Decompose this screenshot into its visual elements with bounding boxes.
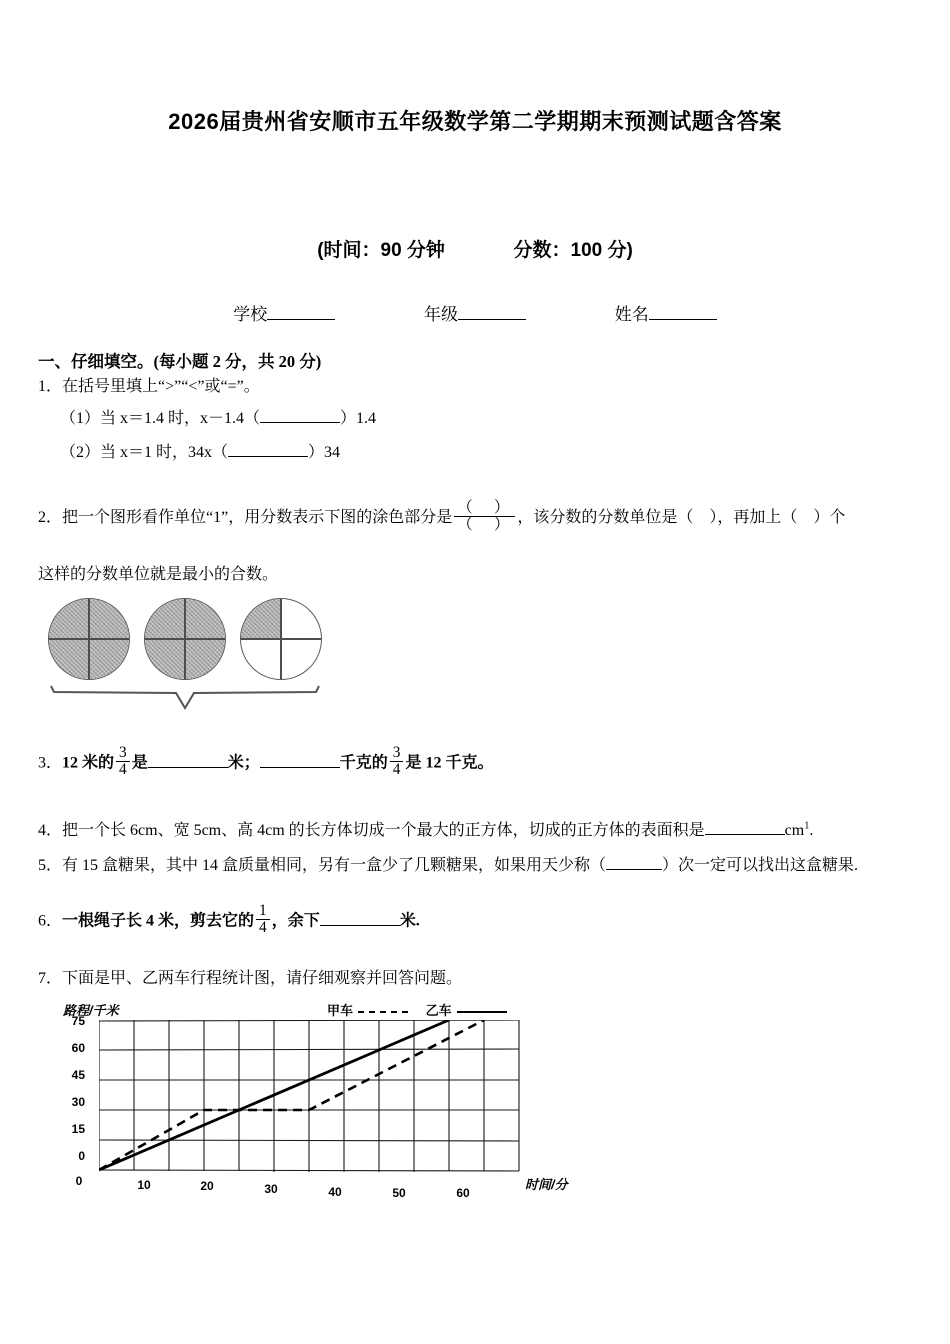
question-3-text-c: 米； (227, 754, 260, 772)
question-3-fraction-2-denominator: 4 (392, 761, 401, 779)
question-2-fraction-numerator[interactable]: （ ） (454, 500, 515, 517)
question-4-text-c: . (809, 822, 814, 839)
question-5 (38, 853, 858, 879)
question-7-number: 7． (38, 970, 63, 987)
question-2-answer-fraction[interactable] (454, 500, 515, 533)
y-tick-60: 60 (71, 1041, 85, 1055)
field-school-blank[interactable] (267, 305, 335, 320)
field-name (615, 300, 717, 325)
y-tick-45: 45 (71, 1068, 85, 1082)
exam-meta (0, 235, 950, 262)
circle-2-quadrant-tl (145, 599, 185, 639)
circle-1-quadrant-tl (49, 599, 89, 639)
three-circles-figure (48, 598, 323, 718)
circle-3-quadrant-tr (281, 599, 321, 639)
question-3-fraction-1-denominator: 4 (119, 761, 127, 779)
question-6-fraction-denominator: 4 (259, 919, 267, 937)
question-5-text-b: ）次一定可以找出这盒糖果. (662, 857, 859, 874)
chart-gridlines (99, 1020, 519, 1172)
question-1-number: 1． (38, 378, 63, 395)
question-1-part-1-blank[interactable] (260, 408, 340, 423)
legend-item-jia (327, 1000, 408, 1019)
circle-2-quadrant-bl (145, 639, 185, 679)
question-2-continuation: 这样的分数单位就是最小的合数。 (38, 566, 279, 583)
chart-legend (313, 1000, 507, 1019)
chart-x-axis-label: 时间/分 (525, 1177, 568, 1192)
question-4-text-a: 把一个长 6cm、宽 5cm、高 4cm 的长方体切成一个最大的正方体，切成的正方体的表面积是 (62, 822, 705, 839)
circle-2 (144, 598, 226, 680)
field-name-blank[interactable] (649, 305, 717, 320)
question-7 (38, 966, 462, 992)
circle-3 (240, 598, 322, 680)
y-tick-30: 30 (71, 1095, 85, 1109)
question-6-fraction (256, 903, 270, 936)
field-grade-blank[interactable] (458, 305, 526, 320)
question-2 (38, 500, 845, 533)
question-4-number: 4． (38, 822, 63, 839)
question-6 (38, 903, 420, 936)
circle-3-quadrant-bl (241, 639, 281, 679)
question-6-blank[interactable] (320, 911, 400, 926)
legend-label-yi: 乙车 (425, 1003, 452, 1018)
question-1 (38, 374, 260, 400)
question-4-unit-exponent: 1 (804, 820, 810, 832)
legend-swatch-dashed-icon (358, 1011, 408, 1013)
question-1-stem: 在括号里填上“>”“<”或“=”。 (62, 378, 260, 395)
x-tick-60: 60 (456, 1186, 470, 1200)
exam-score-label: 分数：100 分) (513, 240, 633, 261)
circle-2-quadrant-tr (185, 599, 225, 639)
question-1-part-2-prefix: （2）当 x＝1 时，34x（ (60, 444, 229, 461)
travel-line-chart (55, 998, 575, 1233)
brace-underline-icon (48, 684, 323, 714)
question-6-fraction-numerator: 1 (256, 903, 270, 920)
field-school (233, 300, 335, 325)
question-1-part-2 (38, 440, 340, 466)
question-1-part-1-prefix: （1）当 x＝1.4 时，x－1.4（ (60, 410, 261, 427)
y-tick-0: 0 (78, 1149, 85, 1163)
question-2-number: 2． (38, 509, 63, 527)
x-tick-10: 10 (137, 1178, 151, 1192)
page-title: 2026届贵州省安顺市五年级数学第二学期期末预测试题含答案 (168, 109, 782, 134)
question-5-blank[interactable] (606, 855, 662, 870)
field-grade-label: 年级 (424, 305, 458, 324)
question-6-text-c: 米. (399, 912, 420, 930)
question-3 (38, 745, 493, 778)
identity-line (0, 300, 950, 325)
question-7-text-a: 下面是甲、乙两车行程统计图，请仔细观察并回答问题。 (62, 970, 463, 987)
question-3-text-e: 是 12 千克。 (405, 754, 494, 772)
x-tick-30: 30 (264, 1182, 278, 1196)
question-2-text-a: 把一个图形看作单位“1”，用分数表示下图的涂色部分是 (62, 509, 453, 527)
y-tick-15: 15 (71, 1122, 85, 1136)
field-name-label: 姓名 (614, 305, 649, 324)
circle-3-quadrant-tl (241, 599, 281, 639)
question-3-number: 3． (38, 754, 63, 772)
question-1-part-2-blank[interactable] (228, 442, 308, 457)
circle-1-quadrant-br (89, 639, 129, 679)
question-6-text-b: ，余下 (271, 912, 320, 930)
circle-1-quadrant-tr (89, 599, 129, 639)
series-line-jia (99, 1020, 484, 1170)
section-heading-fill-in-blanks: 一、仔细填空。(每小题 2 分，共 20 分) (38, 352, 322, 371)
legend-swatch-solid-icon (457, 1011, 507, 1013)
question-1-part-1 (38, 406, 376, 432)
question-3-blank-2[interactable] (260, 753, 340, 768)
question-1-part-2-suffix: ）34 (308, 444, 341, 461)
field-grade (424, 300, 526, 325)
exam-time-label: (时间：90 分钟 (317, 240, 445, 261)
field-school-label: 学校 (233, 305, 268, 324)
question-4-blank[interactable] (705, 820, 785, 835)
x-tick-50: 50 (392, 1186, 406, 1200)
question-5-number: 5． (38, 857, 63, 874)
question-2-fraction-denominator[interactable]: （ ） (457, 516, 513, 534)
circle-2-quadrant-br (185, 639, 225, 679)
legend-label-jia: 甲车 (327, 1003, 354, 1018)
question-5-text-a: 有 15 盒糖果，其中 14 盒质量相同，另有一盒少了几颗糖果，如果用天少称（ (62, 857, 607, 874)
circle-1 (48, 598, 130, 680)
x-tick-20: 20 (200, 1179, 214, 1193)
question-6-number: 6． (38, 912, 63, 930)
question-3-fraction-1 (116, 745, 130, 778)
x-tick-0: 0 (75, 1174, 83, 1188)
question-4-text-b: cm (784, 822, 805, 839)
question-3-fraction-2 (390, 745, 404, 778)
question-2-text-b: ，该分数的分数单位是（ ），再加上（ ）个 (517, 509, 846, 527)
legend-item-yi (426, 1000, 507, 1019)
question-6-text-a: 一根绳子长 4 米，剪去它的 (62, 912, 255, 930)
chart-plot-area (99, 1020, 529, 1180)
x-tick-40: 40 (328, 1185, 342, 1199)
y-tick-75: 75 (71, 1014, 85, 1028)
question-3-text-b: 是 (131, 754, 148, 772)
circle-3-quadrant-br (281, 639, 321, 679)
question-3-text-d: 千克的 (339, 754, 388, 772)
question-3-blank-1[interactable] (148, 753, 228, 768)
question-1-part-1-suffix: ）1.4 (340, 410, 377, 427)
chart-y-axis-label: 路程/千米 (63, 1003, 119, 1018)
question-4 (38, 818, 813, 844)
question-3-fraction-2-numerator: 3 (390, 745, 404, 762)
circle-1-quadrant-bl (49, 639, 89, 679)
question-3-fraction-1-numerator: 3 (116, 745, 130, 762)
question-3-text-a: 12 米的 (62, 754, 115, 772)
